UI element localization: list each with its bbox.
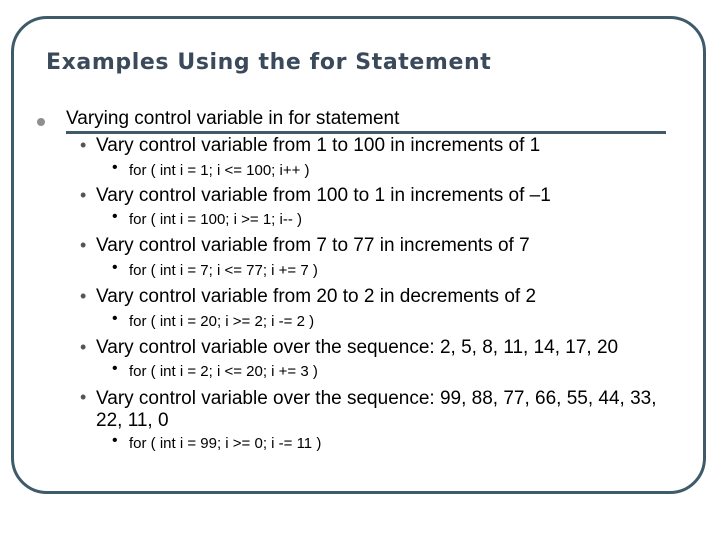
- sub-bullet-dot: •: [112, 360, 118, 377]
- sub-bullet-dot: •: [112, 310, 118, 327]
- title-underline: [66, 131, 666, 134]
- main-bullet-dot: [37, 118, 45, 126]
- slide-title: Examples Using the for Statement: [46, 50, 492, 75]
- code-line: for ( int i = 20; i >= 2; i -= 2 ): [129, 313, 315, 330]
- code-line: for ( int i = 1; i <= 100; i++ ): [129, 162, 310, 179]
- code-line: for ( int i = 100; i >= 1; i-- ): [129, 211, 302, 228]
- bullet-dot: •: [80, 235, 87, 255]
- code-line: for ( int i = 2; i <= 20; i += 3 ): [129, 363, 318, 380]
- bullet-dot: •: [80, 387, 87, 407]
- sub-bullet-dot: •: [112, 159, 118, 176]
- list-item-text: Vary control variable over the sequence: 2, 5, 8, 11, 14, 17, 20: [96, 337, 619, 358]
- code-line: for ( int i = 7; i <= 77; i += 7 ): [129, 262, 318, 279]
- bullet-dot: •: [80, 135, 87, 155]
- list-item-text: Vary control variable from 100 to 1 in increments of –1: [96, 185, 551, 206]
- sub-bullet-dot: •: [112, 432, 118, 449]
- list-item-text: Vary control variable from 1 to 100 in increments of 1: [96, 135, 541, 156]
- sub-bullet-dot: •: [112, 208, 118, 225]
- bullet-dot: •: [80, 337, 87, 357]
- list-item-text: Vary control variable from 7 to 77 in increments of 7: [96, 235, 530, 256]
- code-line: for ( int i = 99; i >= 0; i -= 11 ): [129, 435, 322, 452]
- sub-bullet-dot: •: [112, 259, 118, 276]
- list-item-text: Vary control variable from 20 to 2 in decrements of 2: [96, 286, 537, 307]
- list-item-text: Vary control variable over the sequence: 99, 88, 77, 66, 55, 44, 33, 22, 11, 0: [96, 388, 657, 431]
- main-bullet-text: Varying control variable in for statement: [66, 108, 400, 129]
- bullet-dot: •: [80, 185, 87, 205]
- bullet-dot: •: [80, 286, 87, 306]
